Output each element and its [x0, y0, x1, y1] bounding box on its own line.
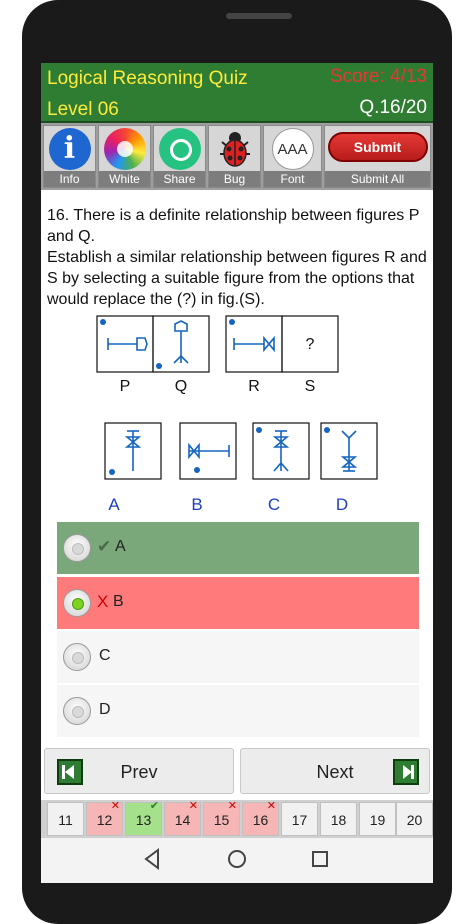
option-a[interactable] — [57, 522, 419, 574]
figure-p-dot — [100, 319, 106, 325]
app-header — [41, 63, 433, 123]
wrong-x-icon: ✕ — [227, 800, 237, 812]
answer-b-dot — [194, 467, 200, 473]
label-s: S — [304, 378, 316, 395]
submit-all-label: Submit All — [325, 171, 430, 187]
share-icon — [159, 128, 201, 170]
page-number: 20 — [406, 812, 423, 828]
figure-r-symbol — [234, 338, 274, 350]
home-icon[interactable] — [229, 851, 245, 867]
next-button[interactable] — [240, 748, 430, 794]
font-size-icon: AAA — [272, 128, 314, 170]
answer-a-symbol — [127, 431, 139, 471]
ladybug-icon — [214, 128, 256, 170]
page-12[interactable] — [86, 802, 123, 836]
option-d-radio[interactable] — [63, 697, 91, 725]
info-label: Info — [44, 171, 95, 187]
page-17[interactable] — [281, 802, 318, 836]
white-theme-button[interactable] — [98, 125, 151, 188]
info-button[interactable] — [43, 125, 96, 188]
page-20[interactable] — [396, 802, 433, 836]
answer-c-symbol — [274, 431, 288, 471]
question-page-strip — [41, 800, 433, 838]
page-number: 18 — [330, 812, 347, 828]
page-14[interactable] — [164, 802, 201, 836]
page-11[interactable] — [47, 802, 84, 836]
question-line-1: 16. There is a definite relationship between figures P and Q. — [47, 207, 420, 245]
score-label: Score: 4/13 — [329, 66, 427, 87]
submit-all-tool — [324, 125, 431, 188]
answer-label-a: A — [108, 495, 120, 514]
share-button[interactable] — [153, 125, 206, 188]
question-text — [47, 205, 429, 310]
wrong-x-icon: ✕ — [266, 800, 276, 812]
bug-label: Bug — [209, 171, 260, 187]
next-arrow-icon — [393, 759, 419, 785]
bug-button[interactable] — [208, 125, 261, 188]
color-wheel-icon — [104, 128, 146, 170]
page-18[interactable] — [320, 802, 357, 836]
next-label: Next — [316, 762, 354, 782]
question-line-2: Establish a similar relationship between figures R and S by selecting a suitable figure from the options that would replace the (?) in fig.(S). — [47, 249, 427, 308]
page-number: 11 — [58, 812, 73, 828]
white-label: White — [99, 171, 150, 187]
font-button[interactable] — [263, 125, 322, 188]
label-q: Q — [174, 378, 188, 395]
answer-label-d: D — [335, 495, 349, 514]
phone-speaker — [226, 13, 292, 19]
recents-icon[interactable] — [313, 852, 327, 866]
info-icon: i — [49, 128, 91, 170]
option-b-radio[interactable] — [63, 589, 91, 617]
page-number: 19 — [369, 812, 386, 828]
page-13[interactable] — [125, 802, 162, 836]
page-number: 16 — [252, 812, 269, 828]
option-c[interactable] — [57, 631, 419, 683]
option-b[interactable] — [57, 577, 419, 629]
system-nav-bar — [41, 838, 433, 883]
figure-p-symbol — [108, 338, 147, 350]
figure-q-symbol — [174, 321, 188, 363]
wrong-x-icon: ✕ — [188, 800, 198, 812]
font-label: Font — [264, 171, 321, 187]
wrong-x-icon: ✕ — [110, 800, 120, 812]
option-d[interactable] — [57, 685, 419, 737]
level-label: Level 06 — [47, 99, 119, 120]
label-p: P — [119, 378, 131, 395]
correct-check-icon: ✔ — [149, 800, 159, 812]
toolbar — [41, 123, 433, 190]
option-b-label: B — [113, 593, 124, 610]
correct-check-icon: ✔ — [97, 537, 112, 556]
figure-q-dot — [156, 363, 162, 369]
figure-r-dot — [229, 319, 235, 325]
submit-button[interactable]: Submit — [328, 132, 428, 162]
question-counter: Q.16/20 — [359, 97, 427, 118]
page-19[interactable] — [359, 802, 396, 836]
wrong-x-icon: X — [97, 592, 109, 611]
option-c-radio[interactable] — [63, 643, 91, 671]
page-16[interactable] — [242, 802, 279, 836]
option-a-radio[interactable] — [63, 534, 91, 562]
page-15[interactable] — [203, 802, 240, 836]
answer-label-c: C — [267, 495, 281, 514]
answer-a-dot — [109, 469, 115, 475]
answer-label-b: B — [191, 495, 203, 514]
answer-c-dot — [256, 427, 262, 433]
page-number: 17 — [291, 812, 308, 828]
option-c-label: C — [99, 647, 111, 664]
back-icon[interactable] — [146, 850, 158, 868]
option-d-label: D — [99, 701, 111, 718]
answer-d-symbol — [342, 431, 356, 471]
page-number: 12 — [96, 812, 113, 828]
page-number: 13 — [135, 812, 152, 828]
answer-d-dot — [324, 427, 330, 433]
page-number: 15 — [213, 812, 230, 828]
figures-diagram — [41, 313, 433, 523]
share-label: Share — [154, 171, 205, 187]
label-r: R — [248, 378, 260, 395]
app-screen — [41, 63, 433, 883]
option-a-label: A — [115, 538, 126, 555]
figure-s-unknown: ? — [305, 336, 315, 353]
prev-button[interactable] — [44, 748, 234, 794]
app-title: Logical Reasoning Quiz — [47, 68, 248, 89]
answer-b-symbol — [189, 445, 229, 457]
prev-label: Prev — [120, 762, 158, 782]
page-number: 14 — [174, 812, 191, 828]
